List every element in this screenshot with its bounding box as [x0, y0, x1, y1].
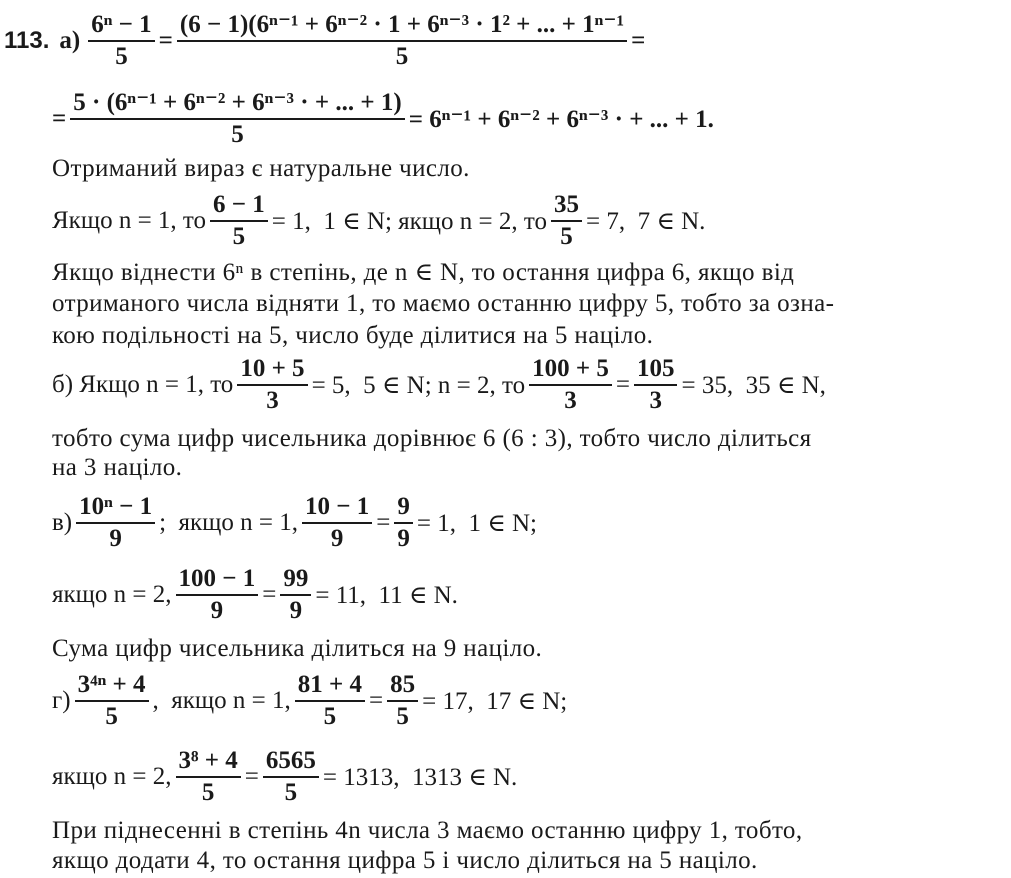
fraction-v1-denominator: 9 [109, 525, 122, 552]
fraction-v5-denominator: 9 [289, 597, 303, 624]
fraction-v2-numerator: 10 − 1 [305, 493, 370, 520]
fraction-g2-numerator: 81 + 4 [297, 671, 363, 698]
part-a-text3: отриманого числа відняти 1, то маємо останню цифру 5, тобто за озна- [52, 290, 835, 317]
fraction-g1 [75, 670, 149, 732]
part-a-result: = 6ⁿ⁻¹ + 6ⁿ⁻² + 6ⁿ⁻³ · + ... + 1. [408, 106, 714, 133]
equals-sign: = [615, 371, 630, 398]
fraction-a1-denominator: 5 [115, 43, 128, 70]
part-a-text2: Якщо віднести 6ⁿ в степінь, де n ∈ N, то остання цифра 6, якщо від [52, 259, 795, 286]
part-g-line2 [52, 746, 1001, 808]
fraction-a3-numerator: 5 · (6ⁿ⁻¹ + 6ⁿ⁻² + 6ⁿ⁻³ · + ... + 1) [73, 89, 402, 116]
part-g-label: г) [52, 687, 71, 714]
fraction-b2-numerator: 100 + 5 [532, 355, 609, 382]
fraction-g2-denominator: 5 [323, 703, 337, 730]
part-a-text4: кою подільності на 5, число буде ділитися на 5 націло. [52, 322, 654, 349]
fraction-v3-denominator: 9 [397, 525, 410, 552]
part-a-text1: Отриманий вираз є натуральне число. [52, 155, 470, 182]
part-g-l2-tail: = 1313, 1313 ∈ N. [322, 764, 518, 791]
part-v-l2-tail: = 11, 11 ∈ N. [315, 582, 458, 609]
part-b-text1: тобто сума цифр чисельника дорівнює 6 (6 : 3), тобто число ділиться [52, 425, 812, 452]
fraction-a3 [70, 88, 404, 150]
fraction-g4-denominator: 5 [201, 779, 215, 806]
fraction-a5-denominator: 5 [560, 223, 573, 250]
part-a-line2 [52, 88, 1001, 150]
fraction-a1 [88, 10, 154, 72]
fraction-a1-numerator: 6ⁿ − 1 [91, 11, 152, 38]
part-v-mid: ; якщо n = 1, [159, 509, 299, 536]
fraction-b3-denominator: 3 [649, 387, 662, 414]
fraction-b3 [634, 354, 678, 416]
fraction-a4-numerator: 6 − 1 [213, 191, 265, 218]
fraction-v5 [280, 564, 311, 626]
part-b-line1 [52, 354, 1001, 416]
equals-sign: = [262, 581, 277, 608]
fraction-a3-denominator: 5 [231, 121, 244, 148]
fraction-v5-numerator: 99 [283, 565, 309, 592]
equals-sign: = [369, 687, 384, 714]
fraction-g5-denominator: 5 [284, 779, 298, 806]
fraction-b1-denominator: 3 [266, 387, 279, 414]
fraction-v2 [302, 492, 372, 554]
fraction-a5 [551, 190, 582, 252]
fraction-b2 [529, 354, 612, 416]
fraction-g1-denominator: 5 [105, 703, 118, 730]
fraction-v3 [394, 492, 413, 554]
part-a-line4-tail: = 7, 7 ∈ N. [585, 208, 706, 235]
fraction-v1-numerator: 10ⁿ − 1 [79, 493, 153, 520]
part-a-line1 [4, 10, 1001, 72]
fraction-b3-numerator: 105 [636, 355, 675, 382]
part-v-label: в) [52, 509, 73, 536]
fraction-g3-numerator: 85 [390, 671, 416, 698]
equals-sign: = [158, 27, 173, 54]
part-g-mid: , якщо n = 1, [152, 687, 291, 714]
equals-sign: = [52, 105, 67, 132]
equals-sign: = [244, 763, 259, 790]
part-a-label: а) [59, 27, 81, 54]
problem-number: 113. [4, 27, 50, 54]
part-g-l2-pre: якщо n = 2, [52, 763, 172, 790]
fraction-g1-numerator: 3⁴ⁿ + 4 [77, 671, 146, 698]
fraction-a4 [210, 190, 268, 252]
fraction-v4-numerator: 100 − 1 [178, 565, 256, 592]
part-v-l2-pre: якщо n = 2, [52, 581, 172, 608]
equals-sign: = [376, 509, 391, 536]
fraction-a2 [177, 10, 627, 72]
fraction-v4 [176, 564, 259, 626]
part-b-pre: б) Якщо n = 1, то [52, 371, 234, 398]
part-v-line2 [52, 564, 1001, 626]
fraction-v2-denominator: 9 [330, 525, 344, 552]
part-a-line4-pre: Якщо n = 1, то [52, 207, 207, 234]
fraction-a5-numerator: 35 [553, 191, 579, 218]
fraction-g3 [387, 670, 418, 732]
fraction-v1 [76, 492, 155, 554]
fraction-v3-numerator: 9 [397, 493, 410, 520]
part-v-tail: = 1, 1 ∈ N; [416, 510, 537, 537]
fraction-g3-denominator: 5 [396, 703, 409, 730]
part-b-mid: = 5, 5 ∈ N; n = 2, то [311, 372, 526, 399]
part-g-text1: При піднесенні в степінь 4n числа 3 маємо останню цифру 1, тобто, [52, 817, 803, 844]
fraction-g5 [263, 746, 319, 808]
part-g-text2: якщо додати 4, то остання цифра 5 і число ділиться на 5 націло. [52, 847, 758, 874]
fraction-b2-denominator: 3 [564, 387, 577, 414]
fraction-g4 [176, 746, 241, 808]
part-a-line4 [52, 190, 1001, 252]
part-a-line4-mid: = 1, 1 ∈ N; якщо n = 2, то [271, 208, 547, 235]
fraction-g4-numerator: 3⁸ + 4 [178, 747, 238, 774]
fraction-b1-numerator: 10 + 5 [240, 355, 305, 382]
fraction-a2-denominator: 5 [395, 43, 409, 70]
fraction-b1 [237, 354, 307, 416]
part-b-tail: = 35, 35 ∈ N, [681, 372, 826, 399]
fraction-g5-numerator: 6565 [265, 747, 316, 774]
fraction-a4-denominator: 5 [232, 223, 246, 250]
fraction-a2-numerator: (6 − 1)(6ⁿ⁻¹ + 6ⁿ⁻² · 1 + 6ⁿ⁻³ · 1² + ... + 1ⁿ⁻¹ [179, 11, 625, 38]
part-v-line1 [52, 492, 1001, 554]
part-b-text2: на 3 націло. [52, 454, 183, 481]
part-g-tail: = 17, 17 ∈ N; [422, 688, 568, 715]
fraction-v4-denominator: 9 [210, 597, 224, 624]
part-g-line1 [52, 670, 1001, 732]
fraction-g2 [295, 670, 365, 732]
equals-sign: = [631, 27, 646, 54]
part-v-text1: Сума цифр чисельника ділиться на 9 націло. [52, 635, 543, 662]
